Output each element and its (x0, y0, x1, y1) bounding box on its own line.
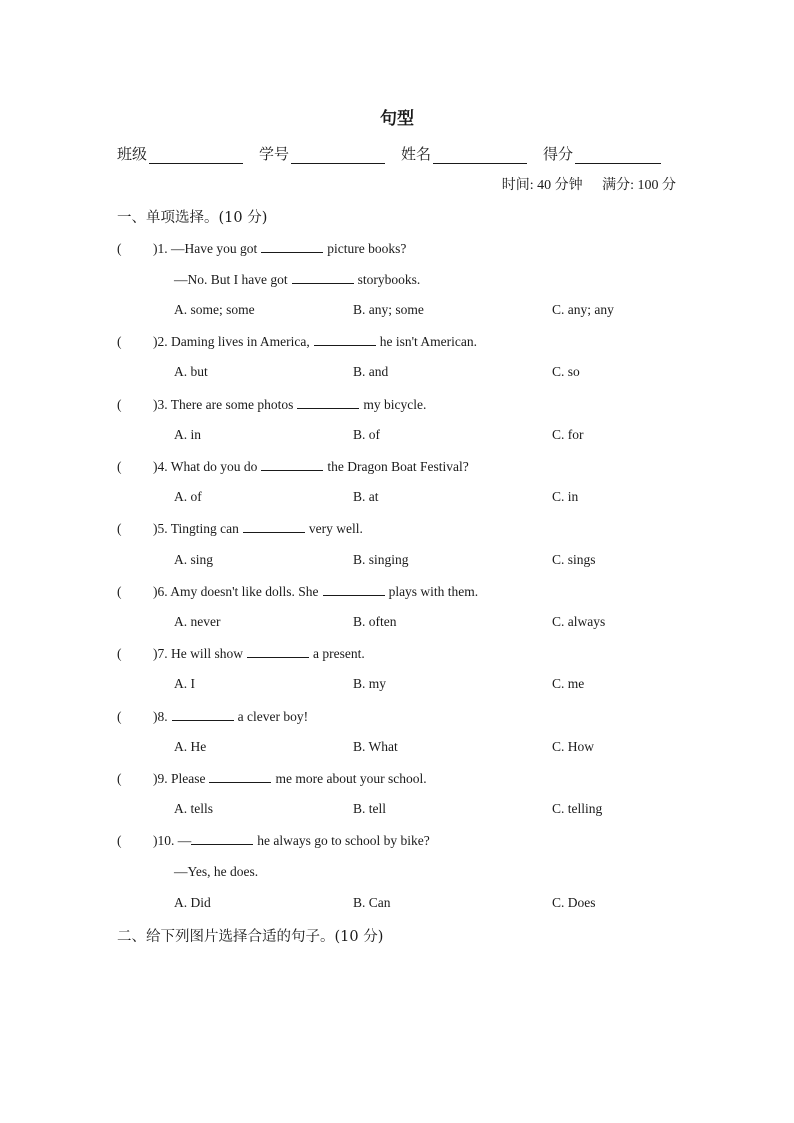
question-2 (117, 333, 477, 350)
question-stem-end: a clever boy! (237, 709, 309, 724)
reply-text: —No. But I have got (174, 272, 288, 287)
time-limit: 时间: 40 分钟 (501, 178, 583, 193)
option-b[interactable]: B. What (353, 739, 398, 754)
exam-meta (502, 174, 676, 194)
class-blank[interactable] (149, 147, 243, 164)
answer-paren[interactable]: ( (117, 521, 122, 536)
answer-blank[interactable] (191, 832, 253, 845)
score-field[interactable] (543, 143, 661, 164)
answer-paren[interactable]: ( (117, 833, 122, 848)
answer-blank[interactable] (247, 645, 309, 658)
answer-blank[interactable] (209, 770, 271, 783)
class-field[interactable] (117, 143, 243, 164)
question-7 (117, 645, 365, 662)
option-c[interactable]: C. me (552, 676, 585, 691)
option-c[interactable]: C. How (552, 739, 595, 754)
option-a[interactable]: A. some; some (174, 302, 255, 317)
option-b[interactable]: B. at (353, 489, 379, 504)
answer-blank[interactable] (292, 271, 354, 284)
question-8 (117, 708, 308, 725)
option-a[interactable]: A. never (174, 614, 221, 629)
answer-paren[interactable]: ( (117, 709, 122, 724)
question-stem: )5. Tingting can (153, 521, 239, 536)
question-stem: )4. What do you do (153, 459, 258, 474)
question-10 (117, 832, 430, 849)
question-stem-end: me more about your school. (275, 771, 427, 786)
reply-text-end: storybooks. (357, 272, 421, 287)
number-blank[interactable] (291, 147, 385, 164)
question-stem: )8. (153, 709, 168, 724)
option-c[interactable]: C. for (552, 427, 584, 442)
question-stem-end: the Dragon Boat Festival? (327, 459, 469, 474)
option-a[interactable]: A. Did (174, 895, 211, 910)
option-b[interactable]: B. tell (353, 801, 386, 816)
answer-paren[interactable]: ( (117, 397, 122, 412)
score-blank[interactable] (575, 147, 661, 164)
answer-blank[interactable] (172, 708, 234, 721)
answer-blank[interactable] (323, 583, 385, 596)
option-b[interactable]: B. singing (353, 552, 409, 567)
question-stem: )1. —Have you got (153, 241, 258, 256)
question-stem: )7. He will show (153, 646, 243, 661)
question-stem-end: he always go to school by bike? (257, 833, 430, 848)
question-stem: )9. Please (153, 771, 206, 786)
option-a[interactable]: A. of (174, 489, 202, 504)
name-label: 姓名 (401, 145, 432, 163)
answer-paren[interactable]: ( (117, 646, 122, 661)
section2-heading: 二、给下列图片选择合适的句子。(10 分) (117, 929, 384, 945)
option-c[interactable]: C. in (552, 489, 579, 504)
answer-paren[interactable]: ( (117, 771, 122, 786)
question-stem-end: he isn't American. (379, 334, 478, 349)
option-c[interactable]: C. always (552, 614, 606, 629)
answer-blank[interactable] (261, 458, 323, 471)
page-title: 句型 (380, 109, 414, 129)
option-b[interactable]: B. any; some (353, 302, 424, 317)
name-blank[interactable] (433, 147, 527, 164)
student-info-row (117, 143, 677, 164)
question-stem-end: plays with them. (388, 584, 479, 599)
question-5 (117, 520, 363, 537)
question-stem-end: my bicycle. (363, 397, 427, 412)
question-stem: )2. Daming lives in America, (153, 334, 310, 349)
question-4 (117, 458, 469, 475)
answer-blank[interactable] (314, 333, 376, 346)
option-c[interactable]: C. so (552, 364, 580, 379)
answer-paren[interactable]: ( (117, 459, 122, 474)
option-c[interactable]: C. Does (552, 895, 596, 910)
question-stem: )3. There are some photos (153, 397, 294, 412)
name-field[interactable] (401, 143, 527, 164)
option-a[interactable]: A. but (174, 364, 208, 379)
score-label: 得分 (543, 145, 574, 163)
question-stem: )6. Amy doesn't like dolls. She (153, 584, 319, 599)
full-marks: 满分: 100 分 (602, 178, 676, 193)
option-c[interactable]: C. any; any (552, 302, 614, 317)
question-1-reply (174, 271, 420, 288)
answer-blank[interactable] (243, 520, 305, 533)
answer-blank[interactable] (297, 396, 359, 409)
question-6 (117, 583, 478, 600)
question-9 (117, 770, 427, 787)
question-1 (117, 240, 406, 257)
option-b[interactable]: B. my (353, 676, 387, 691)
option-a[interactable]: A. tells (174, 801, 213, 816)
answer-paren[interactable]: ( (117, 334, 122, 349)
option-b[interactable]: B. and (353, 364, 389, 379)
question-stem: )10. — (153, 833, 192, 848)
option-b[interactable]: B. Can (353, 895, 391, 910)
option-a[interactable]: A. I (174, 676, 195, 691)
option-b[interactable]: B. often (353, 614, 397, 629)
answer-blank[interactable] (261, 240, 323, 253)
question-3 (117, 396, 426, 413)
reply-text: —Yes, he does. (174, 864, 259, 879)
option-a[interactable]: A. He (174, 739, 207, 754)
option-c[interactable]: C. telling (552, 801, 603, 816)
question-stem-end: picture books? (327, 241, 407, 256)
option-c[interactable]: C. sings (552, 552, 596, 567)
option-a[interactable]: A. in (174, 427, 201, 442)
answer-paren[interactable]: ( (117, 584, 122, 599)
question-stem-end: a present. (313, 646, 365, 661)
question-10-reply (174, 864, 258, 880)
option-a[interactable]: A. sing (174, 552, 214, 567)
section1-heading: 一、单项选择。(10 分) (117, 210, 268, 226)
number-field[interactable] (259, 143, 385, 164)
question-stem-end: very well. (308, 521, 363, 536)
answer-paren[interactable]: ( (117, 241, 122, 256)
number-label: 学号 (259, 145, 290, 163)
option-b[interactable]: B. of (353, 427, 380, 442)
class-label: 班级 (117, 145, 148, 163)
